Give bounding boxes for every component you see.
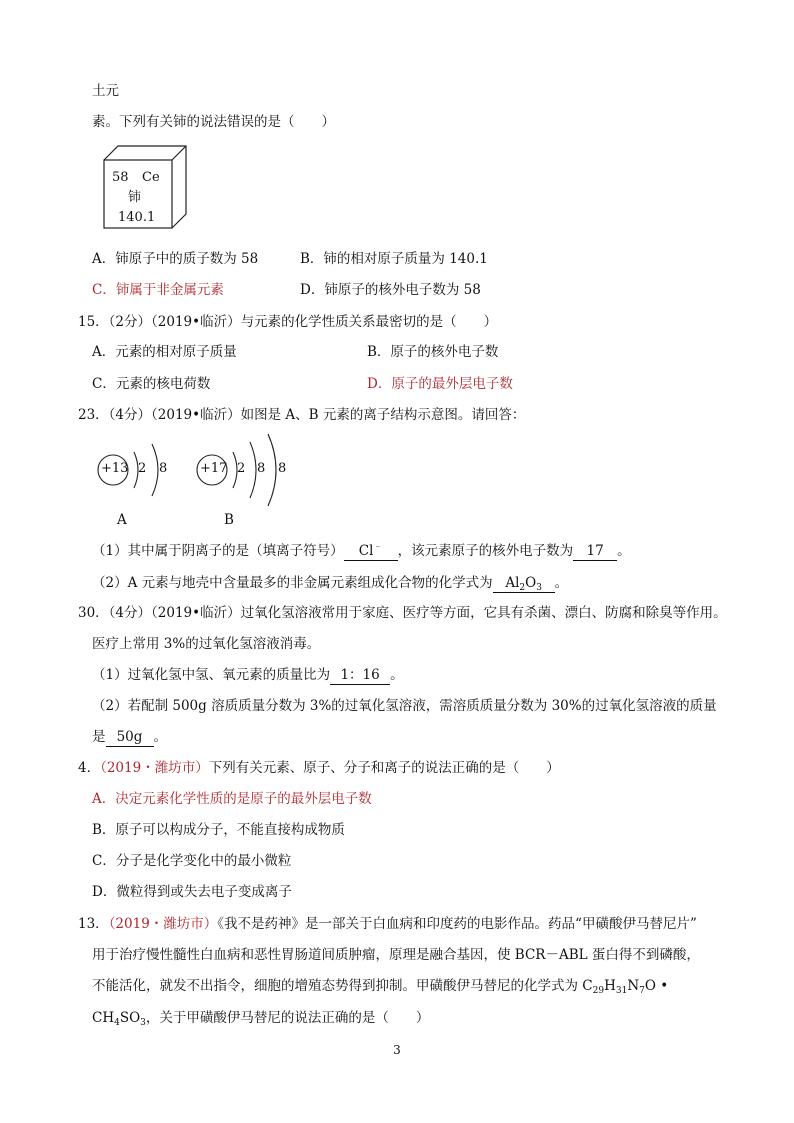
q30-part-2-text: 是 [92, 729, 106, 745]
q23-part-2-end: 。 [554, 575, 569, 591]
formula-al-sub: 2 [519, 583, 526, 593]
q30-answer-mass-ratio: 1：16 [330, 666, 390, 685]
q23-part-1-text: （1）其中属于阴离子的是（填离子符号） [92, 543, 344, 559]
q13-source: （2019・潍坊市） [108, 916, 218, 932]
q4-stem [78, 759, 560, 777]
q23-part-1 [92, 542, 631, 561]
ion-a-shell-2: 8 [159, 461, 168, 476]
q4-source: （2019・潍坊市） [100, 760, 209, 776]
q30-part-2-end: 。 [153, 729, 167, 745]
formula-o-dot: O • [644, 978, 669, 994]
ion-b-shell-1: 2 [237, 461, 246, 476]
element-number: 58 [112, 170, 129, 185]
cerium-option-d: D．铈原子的核外电子数为 58 [300, 282, 481, 298]
q30-part-2-line-2 [92, 728, 167, 747]
formula-h: H [604, 978, 616, 994]
q30-stem: 30．（4分）（2019•临沂）过氧化氢溶液常用于家庭、医疗等方面，它具有杀菌、漂白、防腐和除臭等作用。 [78, 605, 727, 621]
ion-b-shell-3: 8 [278, 461, 287, 476]
cerium-option-c-answer: C．铈属于非金属元素 [92, 282, 224, 298]
q23-part-1-end: 。 [617, 543, 631, 559]
formula-o: O [525, 575, 537, 591]
formula-so: SO [119, 1010, 141, 1026]
ion-a-nucleus: +13 [101, 461, 129, 476]
q4-option-a-answer: A．决定元素化学性质的是原子的最外层电子数 [92, 791, 372, 807]
q13-stem [78, 915, 697, 933]
ion-a-shell-1: 2 [138, 461, 147, 476]
q13-line-2: 用于治疗慢性髓性白血病和恶性胃肠道间质肿瘤，原理是融合基因，使 BCR－ABL 蛋白得不到磷酸， [92, 947, 700, 963]
formula-n-sub: 7 [639, 986, 645, 996]
q13-number: 13． [78, 916, 109, 932]
q13-line-4 [92, 1009, 429, 1027]
formula-al: Al [505, 575, 520, 591]
q4-number: 4． [78, 760, 101, 776]
q4-option-d: D．微粒得到或失去电子变成离子 [92, 884, 292, 900]
ion-b-shell-2: 8 [257, 461, 266, 476]
q30-part-2-line-1: （2）若配制 500g 溶质质量分数为 3%的过氧化氢溶液，需溶质质量分数为 30%的过氧化氢溶液的质量 [92, 698, 717, 714]
q30-answer-mass: 50g [106, 728, 154, 747]
q15-option-b: B．原子的核外电子数 [367, 344, 499, 360]
q4-stem-text: 下列有关元素、原子、分子和离子的说法正确的是（ ） [208, 760, 560, 776]
q13-stem-text: 《我不是药神》是一部关于白血病和印度药的电影作品。药品“甲磺酸伊马替尼片” [217, 916, 697, 932]
ion-symbol-base: Cl [358, 543, 374, 559]
q4-option-b: B．原子可以构成分子，不能直接构成物质 [92, 822, 345, 838]
element-mass: 140.1 [118, 210, 156, 225]
q30-stem-2: 医疗上常用 3%的过氧化氢溶液消毒。 [92, 636, 321, 652]
formula-ch: CH [92, 1010, 115, 1026]
q13-line-4-text: ，关于甲磺酸伊马替尼的说法正确的是（ ） [145, 1010, 430, 1026]
q15-option-c: C．元素的核电荷数 [92, 376, 211, 392]
formula-n: N [627, 978, 640, 994]
element-symbol: Ce [142, 170, 160, 185]
ion-structure-a [96, 438, 186, 504]
q23-part-2-text: （2）A 元素与地壳中含量最多的非金属元素组成化合物的化学式为 [92, 575, 493, 591]
q23-stem: 23．（4分）（2019•临沂）如图是 A、B 元素的离子结构示意图。请回答： [78, 407, 526, 423]
q23-part-2 [92, 574, 568, 593]
q30-part-1-text: （1）过氧化氢中氢、氧元素的质量比为 [92, 667, 331, 683]
q13-line-3 [92, 977, 668, 995]
q23-answer-electron-count: 17 [573, 542, 617, 561]
q23-part-1-middle: ，该元素原子的核外电子数为 [397, 543, 574, 559]
cerium-option-a: A．铈原子中的质子数为 58 [92, 251, 259, 267]
q23-answer-formula [493, 574, 555, 593]
formula-c-sub: 29 [592, 986, 605, 996]
formula-ch-sub: 4 [114, 1018, 120, 1028]
formula-h-sub: 31 [615, 986, 628, 996]
q15-option-a: A．元素的相对原子质量 [92, 344, 237, 360]
formula-so-sub: 3 [140, 1018, 146, 1028]
ion-a-label: A [117, 512, 127, 528]
q15-stem: 15．（2分）（2019•临沂）与元素的化学性质关系最密切的是（ ） [78, 314, 498, 330]
q30-part-1 [92, 666, 404, 685]
cerium-option-b: B．铈的相对原子质量为 140.1 [300, 251, 488, 267]
q23-answer-ion-symbol [344, 542, 398, 561]
ion-charge: ﹣ [373, 542, 383, 552]
element-name: 铈 [128, 190, 142, 205]
page-number: 3 [393, 1043, 401, 1057]
q30-part-1-end: 。 [390, 667, 404, 683]
q4-option-c: C．分子是化学变化中的最小微粒 [92, 853, 292, 869]
ion-b-nucleus: +17 [200, 461, 228, 476]
ion-b-label: B [224, 512, 234, 528]
q13-line-3-text: 不能活化，就发不出指令，细胞的增殖态势得到抑制。甲磺酸伊马替尼的化学式为 C [92, 978, 593, 994]
ion-structure-b [194, 432, 304, 510]
formula-o-sub: 3 [536, 583, 542, 593]
q15-option-d-answer: D．原子的最外层电子数 [367, 376, 513, 392]
cerium-element-card [102, 144, 192, 238]
intro-line-2: 素。下列有关铈的说法错误的是（ ） [92, 114, 335, 130]
intro-line-1: 土元 [92, 83, 119, 99]
